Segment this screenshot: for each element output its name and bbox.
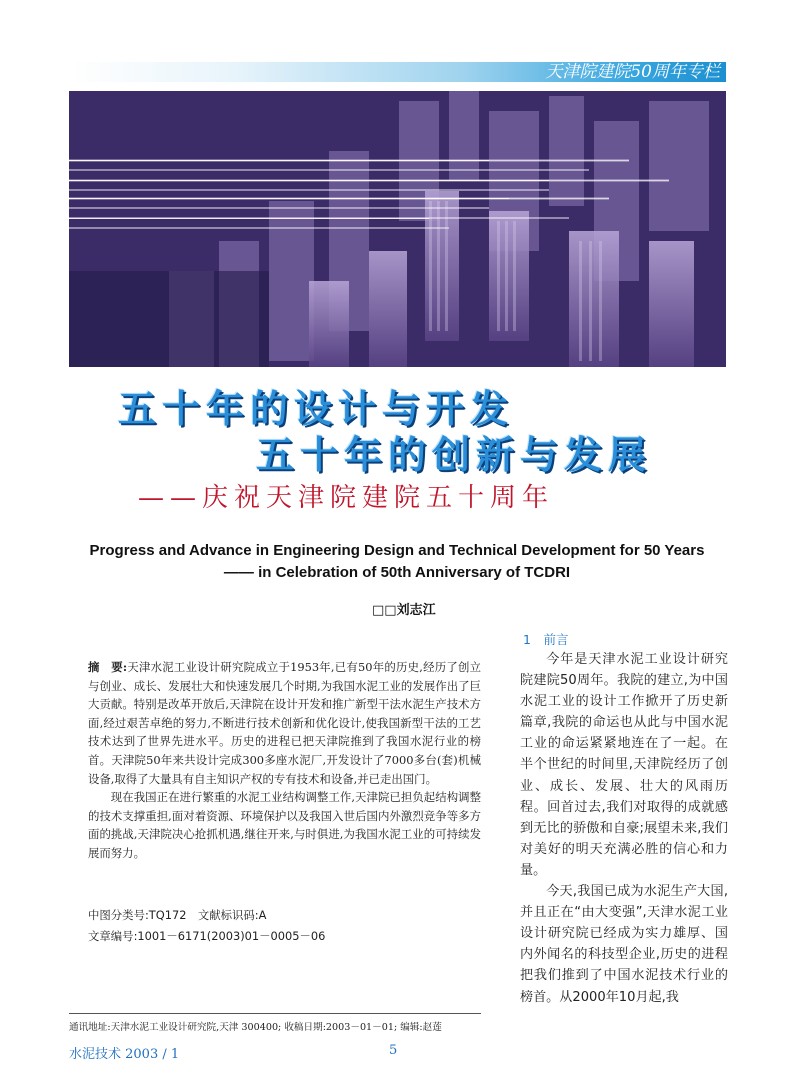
abstract-label: 摘 要: [88,660,128,674]
main-title-line2: 五十年的创新与发展 [256,433,653,477]
abstract-para1 [88,658,481,788]
classification-code: 中图分类号:TQ172 文献标识码:A [88,908,267,922]
top-banner [69,62,726,82]
abstract-text1: 天津水泥工业设计研究院成立于1953年,已有50年的历史,经历了创立与创业、成长、发展壮大和快速发展几个时期,为我国水泥工业的发展作出了巨大贡献。特别是改革开放后,天津院在设计开发和推广新型干法水泥生产技术方面,经过艰苦卓绝的努力,不断进行技术创新和优化设计,使我国新型干法的工艺技术达到了世界先进水平。历史的进程已把天津院推到了我国水泥行业的榜首。天津院50年来共设计完成300多座水泥厂,开发设计了7000多台(套)机械设备,取得了大量具有自主知识产权的专有技术和设备,并已走出国门。 [88,660,481,786]
banner-text: 天津院建院50周年专栏 [545,62,720,82]
subtitle: ——庆祝天津院建院五十周年 [138,483,555,513]
page-number: 5 [389,1043,398,1058]
author: □□刘志江 [372,603,436,618]
abstract [88,658,481,863]
footnote-divider [69,1013,481,1014]
body-text [520,649,728,1008]
footnote: 通讯地址:天津水泥工业设计研究院,天津 300400; 收稿日期:2003－01－01; 编辑:赵莲 [69,1022,442,1033]
abstract-para2: 现在我国正在进行繁重的水泥工业结构调整工作,天津院已担负起结构调整的技术支撑重担,面对着资源、环境保护以及我国入世后国内外激烈竞争等多方面的挑战,天津院决心抢抓机遇,继往开来,与时俱进,为我国水泥工业的可持续发展而努力。 [88,790,481,860]
city-aerial-photo [69,91,726,367]
english-title-line2: —— in Celebration of 50th Anniversary of TCDRI [223,564,571,581]
main-title-line1: 五十年的设计与开发 [118,387,515,431]
article-number: 文章编号:1001－6171(2003)01－0005－06 [88,929,326,943]
city-skyline-illustration [69,91,726,367]
section-heading: 1 前言 [523,632,569,647]
english-title-line1: Progress and Advance in Engineering Design and Technical Development for 50 Years [89,542,705,559]
journal-name: 水泥技术 2003 / 1 [69,1047,180,1062]
body-para1: 今年是天津水泥工业设计研究院建院50周年。我院的建立,为中国水泥工业的设计工作掀开了历史新篇章,我院的命运也从此与中国水泥工业的命运紧紧地连在了一起。在半个世纪的时间里,天津院经历了创业、成长、发展、壮大的风雨历程。回首过去,我们对取得的成就感到无比的骄傲和自豪;展望未来,我们对美好的明天充满必胜的信心和力量。 [520,652,728,878]
body-para2: 今天,我国已成为水泥生产大国,并且正在“由大变强”,天津水泥工业设计研究院已经成为实力雄厚、国内外闻名的科技型企业,历史的进程把我们推到了中国水泥技术行业的榜首。从2000年10月起,我 [520,884,728,1005]
